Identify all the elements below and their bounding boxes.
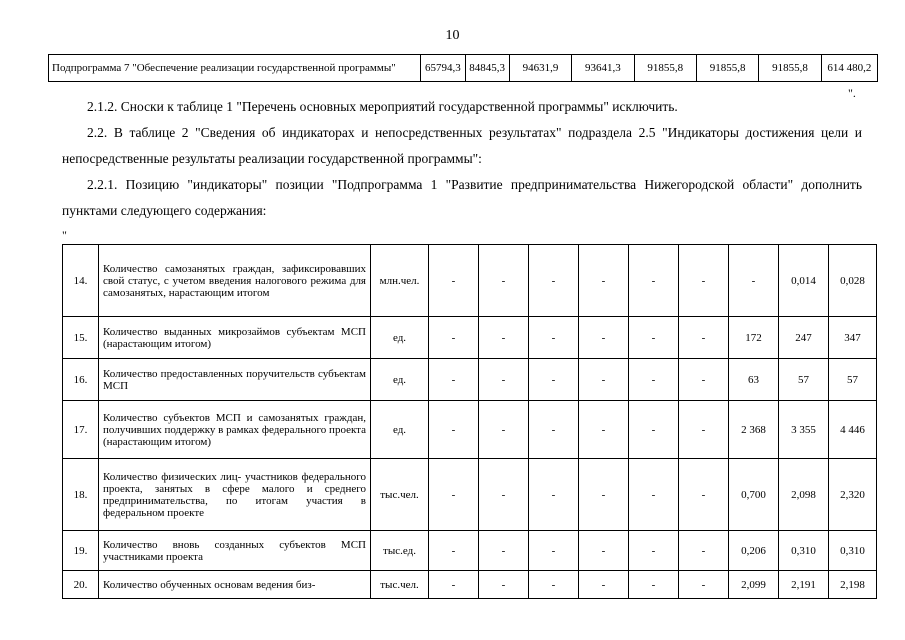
- value-cell: -: [479, 401, 529, 459]
- value-cell: 2 368: [729, 401, 779, 459]
- value-cell: 91855,8: [696, 55, 758, 82]
- value-cell: 4 446: [829, 401, 877, 459]
- indicator-description: Количество субъектов МСП и самозанятых граждан, получивших поддержку в рамках федерального проекта (нарастающим итогом): [99, 401, 371, 459]
- unit-cell: тыс.ед.: [371, 531, 429, 571]
- indicator-description: Количество вновь созданных субъектов МСП участниками проекта: [99, 531, 371, 571]
- row-number: 18.: [63, 459, 99, 531]
- value-cell: -: [529, 245, 579, 317]
- paragraph-2-2-1: 2.2.1. Позицию "индикаторы" позиции "Подпрограмма 1 "Развитие предпринимательства Нижегородской области" дополнить пунктами следующего содержания:: [62, 177, 862, 218]
- value-cell: 2,191: [779, 571, 829, 599]
- row-number: 20.: [63, 571, 99, 599]
- value-cell: -: [579, 571, 629, 599]
- value-cell: 57: [779, 359, 829, 401]
- value-cell: -: [629, 531, 679, 571]
- value-cell: 0,700: [729, 459, 779, 531]
- value-cell: -: [579, 531, 629, 571]
- value-cell: 63: [729, 359, 779, 401]
- table-row: [63, 571, 877, 599]
- value-cell: 2,098: [779, 459, 829, 531]
- value-cell: -: [529, 531, 579, 571]
- value-cell: -: [629, 459, 679, 531]
- value-cell: -: [579, 359, 629, 401]
- table-row: [63, 359, 877, 401]
- value-cell: -: [679, 359, 729, 401]
- value-cell: -: [629, 317, 679, 359]
- value-cell: 0,028: [829, 245, 877, 317]
- paragraph-2-1-2: 2.1.2. Сноски к таблице 1 "Перечень основных мероприятий государственной программы" исключить.: [87, 99, 678, 114]
- row-number: 19.: [63, 531, 99, 571]
- value-cell: 0,206: [729, 531, 779, 571]
- value-cell: -: [429, 459, 479, 531]
- unit-cell: ед.: [371, 359, 429, 401]
- value-cell: -: [679, 245, 729, 317]
- value-cell: -: [479, 317, 529, 359]
- unit-cell: млн.чел.: [371, 245, 429, 317]
- value-cell: -: [629, 401, 679, 459]
- unit-cell: тыс.чел.: [371, 571, 429, 599]
- value-cell: -: [429, 359, 479, 401]
- value-cell: 65794,3: [421, 55, 465, 82]
- value-cell: -: [429, 245, 479, 317]
- value-cell: -: [479, 531, 529, 571]
- value-cell: -: [579, 401, 629, 459]
- value-cell: 57: [829, 359, 877, 401]
- value-cell: -: [529, 317, 579, 359]
- unit-cell: ед.: [371, 317, 429, 359]
- value-cell: -: [629, 245, 679, 317]
- table-row: [63, 401, 877, 459]
- closing-quote: ".: [848, 86, 856, 100]
- open-quote: ": [62, 228, 67, 242]
- row-number: 14.: [63, 245, 99, 317]
- value-cell: 0,310: [829, 531, 877, 571]
- indicator-description: Количество выданных микрозаймов субъектам МСП (нарастающим итогом): [99, 317, 371, 359]
- value-cell: -: [479, 359, 529, 401]
- indicator-description: Количество физических лиц- участников федерального проекта, занятых в сфере малого и среднего предпринимательства, по итогам участия в федеральном проекте: [99, 459, 371, 531]
- table-row: [49, 55, 878, 82]
- indicator-description: Количество предоставленных поручительств субъектам МСП: [99, 359, 371, 401]
- value-cell: -: [679, 571, 729, 599]
- value-cell: 84845,3: [465, 55, 509, 82]
- page-number: 10: [445, 28, 460, 43]
- row-number: 15.: [63, 317, 99, 359]
- value-cell: 2,198: [829, 571, 877, 599]
- value-cell: -: [429, 401, 479, 459]
- value-cell: -: [679, 401, 729, 459]
- value-cell: -: [479, 245, 529, 317]
- value-cell: -: [529, 571, 579, 599]
- value-cell: -: [479, 459, 529, 531]
- value-cell: -: [429, 571, 479, 599]
- value-cell: -: [629, 571, 679, 599]
- value-cell: -: [729, 245, 779, 317]
- value-cell: -: [679, 531, 729, 571]
- row-number: 16.: [63, 359, 99, 401]
- value-cell: 91855,8: [634, 55, 696, 82]
- value-cell: 2,320: [829, 459, 877, 531]
- value-cell: 347: [829, 317, 877, 359]
- value-cell: 2,099: [729, 571, 779, 599]
- table-row: [63, 459, 877, 531]
- value-cell: -: [429, 531, 479, 571]
- indicators-table: [62, 244, 877, 599]
- unit-cell: ед.: [371, 401, 429, 459]
- value-cell: -: [579, 245, 629, 317]
- value-cell: -: [579, 459, 629, 531]
- value-cell: 614 480,2: [821, 55, 877, 82]
- table-row: [63, 317, 877, 359]
- value-cell: 0,310: [779, 531, 829, 571]
- value-cell: 247: [779, 317, 829, 359]
- indicator-description: Количество самозанятых граждан, зафиксировавших свой статус, с учетом введения налогового режима для самозанятых, нарастающим итогом: [99, 245, 371, 317]
- table-row: [63, 531, 877, 571]
- value-cell: 0,014: [779, 245, 829, 317]
- value-cell: -: [679, 317, 729, 359]
- table-row: [63, 245, 877, 317]
- value-cell: 94631,9: [509, 55, 571, 82]
- value-cell: -: [429, 317, 479, 359]
- value-cell: -: [529, 401, 579, 459]
- value-cell: 3 355: [779, 401, 829, 459]
- subprogram-7-table: [48, 54, 878, 82]
- value-cell: -: [529, 459, 579, 531]
- unit-cell: тыс.чел.: [371, 459, 429, 531]
- value-cell: 93641,3: [572, 55, 634, 82]
- indicator-description: Количество обученных основам ведения биз-: [99, 571, 371, 599]
- subprogram-name: Подпрограмма 7 "Обеспечение реализации государственной программы": [49, 55, 421, 82]
- value-cell: 91855,8: [759, 55, 821, 82]
- paragraph-2-2: 2.2. В таблице 2 "Сведения об индикаторах и непосредственных результатах" подраздела 2.5 "Индикаторы достижения цели и непосредственные результаты реализации государственной программы":: [62, 125, 862, 166]
- value-cell: -: [529, 359, 579, 401]
- value-cell: -: [679, 459, 729, 531]
- value-cell: -: [479, 571, 529, 599]
- value-cell: 172: [729, 317, 779, 359]
- row-number: 17.: [63, 401, 99, 459]
- value-cell: -: [579, 317, 629, 359]
- value-cell: -: [629, 359, 679, 401]
